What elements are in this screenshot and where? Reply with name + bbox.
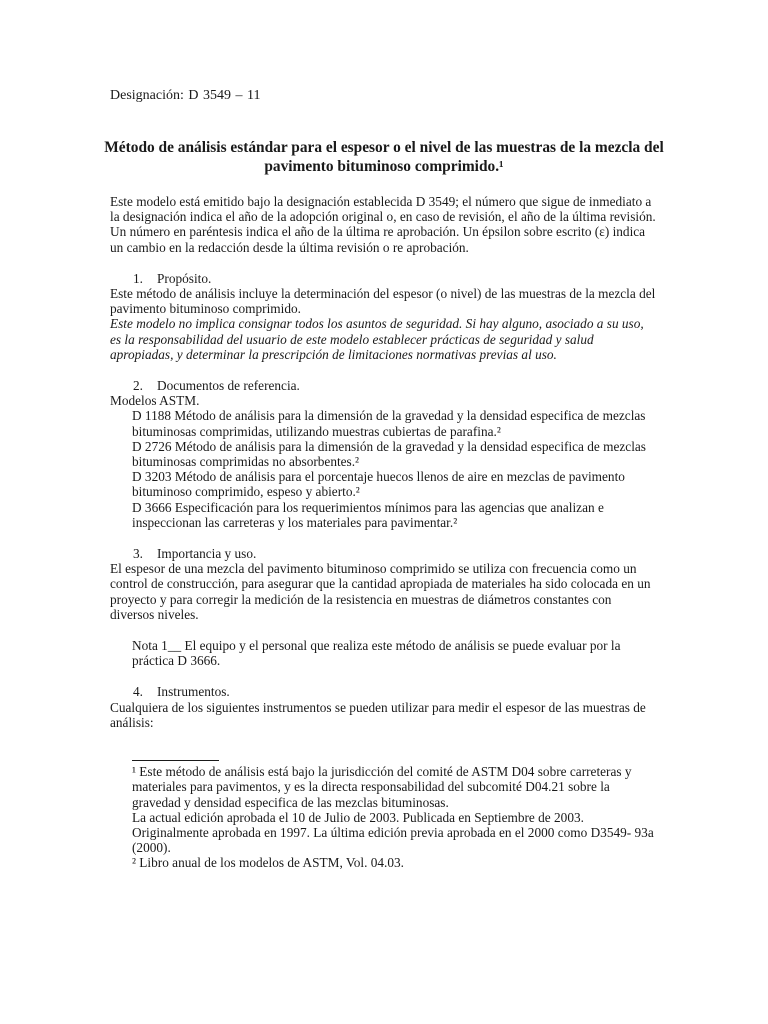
reference-d2726: D 2726 Método de análisis para la dimensión de la gravedad y la densidad especifica de mezclas bituminosas comprimidas no absorbentes.² (132, 438, 646, 470)
section-4-number: 4. (133, 684, 143, 700)
section-3-number: 3. (133, 546, 143, 562)
section-4-text: Cualquiera de los siguientes instrumentos se pueden utilizar para medir el espesor de las muestras de análisis: (110, 699, 646, 730)
section-1-number: 1. (133, 270, 143, 286)
intro-paragraph: Este modelo está emitido bajo la designación establecida D 3549; el número que sigue de inmediato a la designación indica el año de la adopción original o, en caso de revisión, el año de la última revisión. Un número en paréntesis indica el año de la última re aprobación. Un épsilon sobre escrito (ε) indica un cambio en la redacción desde la última revisión o re aprobación. (110, 194, 656, 255)
section-4-heading (110, 684, 658, 699)
section-4-title: Instrumentos. (157, 684, 230, 700)
footnote-2: ² Libro anual de los modelos de ASTM, Vol. 04.03. (132, 855, 405, 871)
section-1-heading (110, 271, 658, 286)
document-title: Método de análisis estándar para el espesor o el nivel de las muestras de la mezcla del pavimento bituminoso comprimido.¹ (104, 139, 664, 175)
section-2-number: 2. (133, 378, 143, 394)
footnote-divider (132, 760, 219, 761)
section-3-text: El espesor de una mezcla del pavimento bituminoso comprimido se utiliza con frecuencia como un control de construcción, para asegurar que la cantidad apropiada de materiales ha sido colocada en un proyecto y para corregir la medición de la resistencia en muestras de diámetros constantes con diversos niveles. (110, 561, 651, 622)
reference-d3203: D 3203 Método de análisis para el porcentaje huecos llenos de aire en mezclas de pavimento bituminoso comprimido, espeso y abierto.² (132, 469, 625, 500)
reference-d3666: D 3666 Especificación para los requerimientos mínimos para las agencias que analizan e inspeccionan las carreteras y los materiales para pavimentar.² (132, 499, 604, 530)
section-3-title: Importancia y uso. (157, 546, 257, 562)
document-body (110, 194, 658, 871)
section-1-text: Este método de análisis incluye la determinación del espesor (o nivel) de las muestras de la mezcla del pavimento bituminoso comprimido. (110, 286, 656, 317)
section-1-safety-note: Este modelo no implica consignar todos los asuntos de seguridad. Si hay alguno, asociado a su uso, es la responsabilidad del usuario de este modelo establecer prácticas de seguridad y salud apropiadas, y determinar la prescripción de limitaciones normativas previas al uso. (110, 316, 644, 362)
section-2-subheading: Modelos ASTM. (110, 393, 200, 409)
section-2-heading (110, 378, 658, 393)
note-1: Nota 1__ El equipo y el personal que realiza este método de análisis se puede evaluar por la práctica D 3666. (132, 638, 621, 669)
footnote-1: ¹ Este método de análisis está bajo la jurisdicción del comité de ASTM D04 sobre carreteras y materiales para pavimentos, y es la directa responsabilidad del subcomité D04.21 sobre la gravedad y densidad especifica de las mezclas bituminosas. (132, 764, 632, 810)
reference-d1188: D 1188 Método de análisis para la dimensión de la gravedad y la densidad especifica de mezclas bituminosas comprimidas, utilizando muestras cubiertas de parafina.² (132, 408, 646, 439)
designation: Designación: D 3549 – 11 (110, 88, 261, 103)
section-1-title: Propósito. (157, 270, 212, 286)
section-2-title: Documentos de referencia. (157, 378, 300, 394)
footnote-edition: La actual edición aprobada el 10 de Julio de 2003. Publicada en Septiembre de 2003. Originalmente aprobada en 1997. La última edición previa aprobada en el 2000 como D3549- 93a (2000). (132, 809, 654, 856)
section-3-heading (110, 546, 658, 561)
